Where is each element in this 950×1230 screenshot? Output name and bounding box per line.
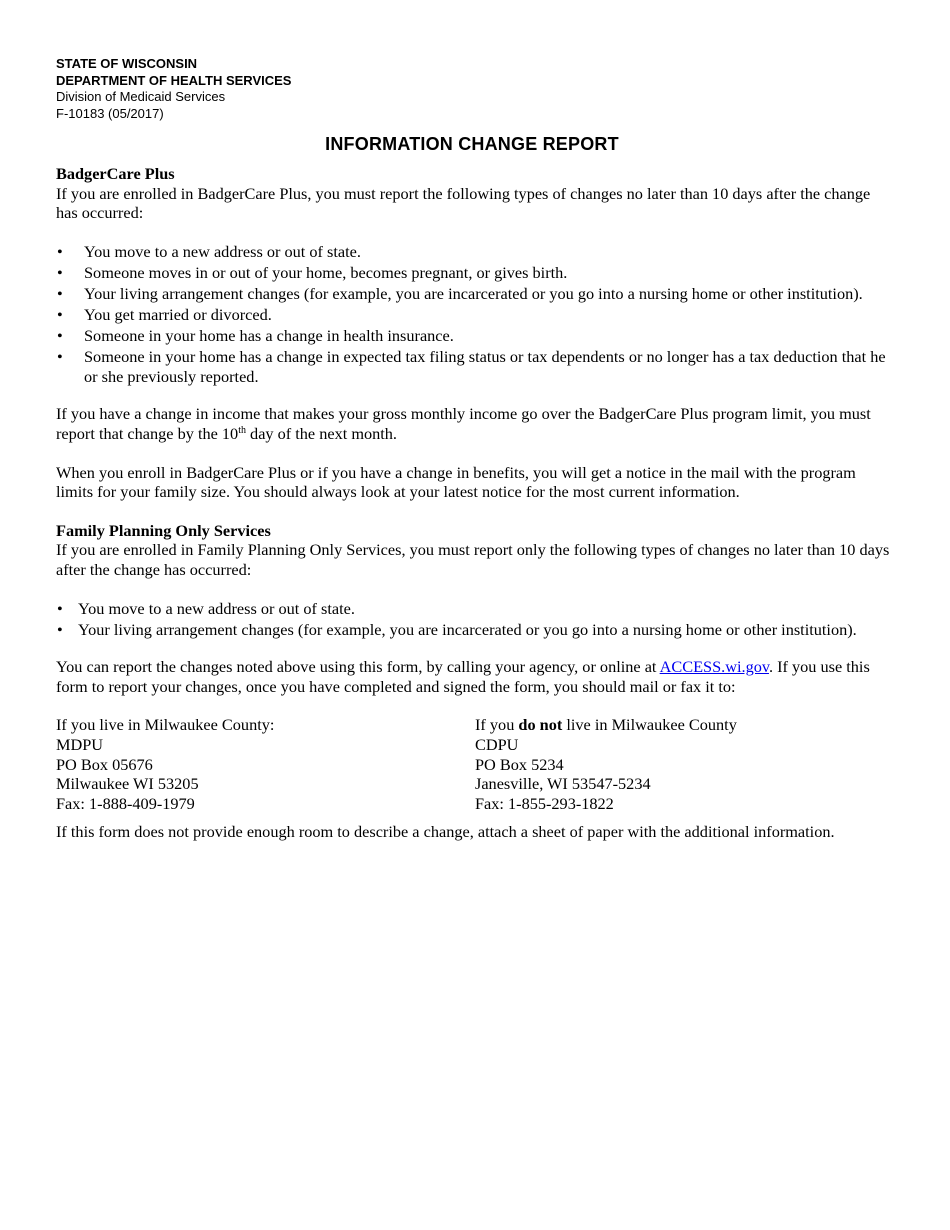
other-heading-pre: If you bbox=[475, 715, 519, 735]
mailing-addresses bbox=[56, 715, 894, 813]
badgercare-section bbox=[56, 164, 894, 502]
income-superscript: th bbox=[238, 425, 246, 437]
document-page bbox=[56, 56, 894, 842]
list-item: • Your living arrangement changes (for example, you are incarcerated or you go into a nursing home or other institution). bbox=[56, 284, 894, 304]
report-text-after: . If you use this form to report your changes, once you have completed and signed the form, you should mail or fax it to: bbox=[56, 657, 870, 696]
family-planning-intro: If you are enrolled in Family Planning Only Services, you must report only the following types of changes no later than 10 days after the change has occurred: bbox=[56, 540, 890, 579]
family-planning-change-list bbox=[56, 599, 894, 640]
other-county-fax: Fax: 1-855-293-1822 bbox=[475, 793, 614, 813]
other-county-heading bbox=[475, 715, 894, 735]
other-county-city: Janesville, WI 53547-5234 bbox=[475, 774, 651, 794]
list-item: • You move to a new address or out of state. bbox=[56, 242, 894, 262]
milwaukee-heading: If you live in Milwaukee County: bbox=[56, 715, 275, 735]
list-item: • Someone in your home has a change in expected tax filing status or tax dependents or no longer has a tax deduction that he or she previously reported. bbox=[56, 347, 894, 386]
division-name: Division of Medicaid Services bbox=[56, 89, 226, 104]
other-county-agency: CDPU bbox=[475, 735, 519, 755]
badgercare-intro: If you are enrolled in BadgerCare Plus, you must report the following types of changes no later than 10 days after the change has occurred: bbox=[56, 183, 871, 223]
income-text-1: If you have a change in income that makes your gross monthly income go over the BadgerCare Plus program limit, you must report that change by the 10 bbox=[56, 404, 871, 444]
list-item: • You get married or divorced. bbox=[56, 305, 894, 325]
other-heading-bold: do not bbox=[518, 715, 563, 735]
list-item: • Someone moves in or out of your home, becomes pregnant, or gives birth. bbox=[56, 263, 894, 283]
page-title: INFORMATION CHANGE REPORT bbox=[325, 134, 619, 154]
income-paragraph bbox=[56, 404, 894, 443]
milwaukee-city: Milwaukee WI 53205 bbox=[56, 774, 199, 794]
notice-paragraph: When you enroll in BadgerCare Plus or if you have a change in benefits, you will get a notice in the mail with the program limits for your family size. You should always look at your latest notice for the most current information. bbox=[56, 462, 856, 502]
family-planning-section bbox=[56, 521, 894, 639]
report-paragraph bbox=[56, 657, 894, 696]
milwaukee-address bbox=[56, 715, 475, 813]
list-item: • Your living arrangement changes (for example, you are incarcerated or you go into a nursing home or other institution). bbox=[56, 620, 894, 640]
list-item: • You move to a new address or out of state. bbox=[56, 599, 894, 619]
other-heading-post: live in Milwaukee County bbox=[562, 715, 737, 735]
milwaukee-fax: Fax: 1-888-409-1979 bbox=[56, 793, 195, 813]
department-name: DEPARTMENT OF HEALTH SERVICES bbox=[56, 72, 292, 88]
form-number: F-10183 (05/2017) bbox=[56, 105, 164, 121]
badgercare-change-list bbox=[56, 242, 894, 387]
family-planning-heading: Family Planning Only Services bbox=[56, 520, 271, 540]
other-county-address bbox=[475, 715, 894, 813]
income-text-2: day of the next month. bbox=[245, 424, 398, 444]
list-item: • Someone in your home has a change in health insurance. bbox=[56, 326, 894, 346]
form-header bbox=[56, 56, 894, 122]
milwaukee-agency: MDPU bbox=[56, 735, 104, 755]
report-text bbox=[56, 657, 894, 696]
footer-note: If this form does not provide enough room to describe a change, attach a sheet of paper with the additional information. bbox=[56, 822, 835, 842]
badgercare-heading: BadgerCare Plus bbox=[56, 164, 175, 183]
report-text-before: You can report the changes noted above using this form, by calling your agency, or online at bbox=[56, 657, 660, 677]
access-wi-gov-link[interactable]: ACCESS.wi.gov bbox=[659, 657, 769, 677]
other-county-po-box: PO Box 5234 bbox=[475, 754, 564, 774]
milwaukee-po-box: PO Box 05676 bbox=[56, 754, 153, 774]
state-name: STATE OF WISCONSIN bbox=[56, 56, 198, 71]
